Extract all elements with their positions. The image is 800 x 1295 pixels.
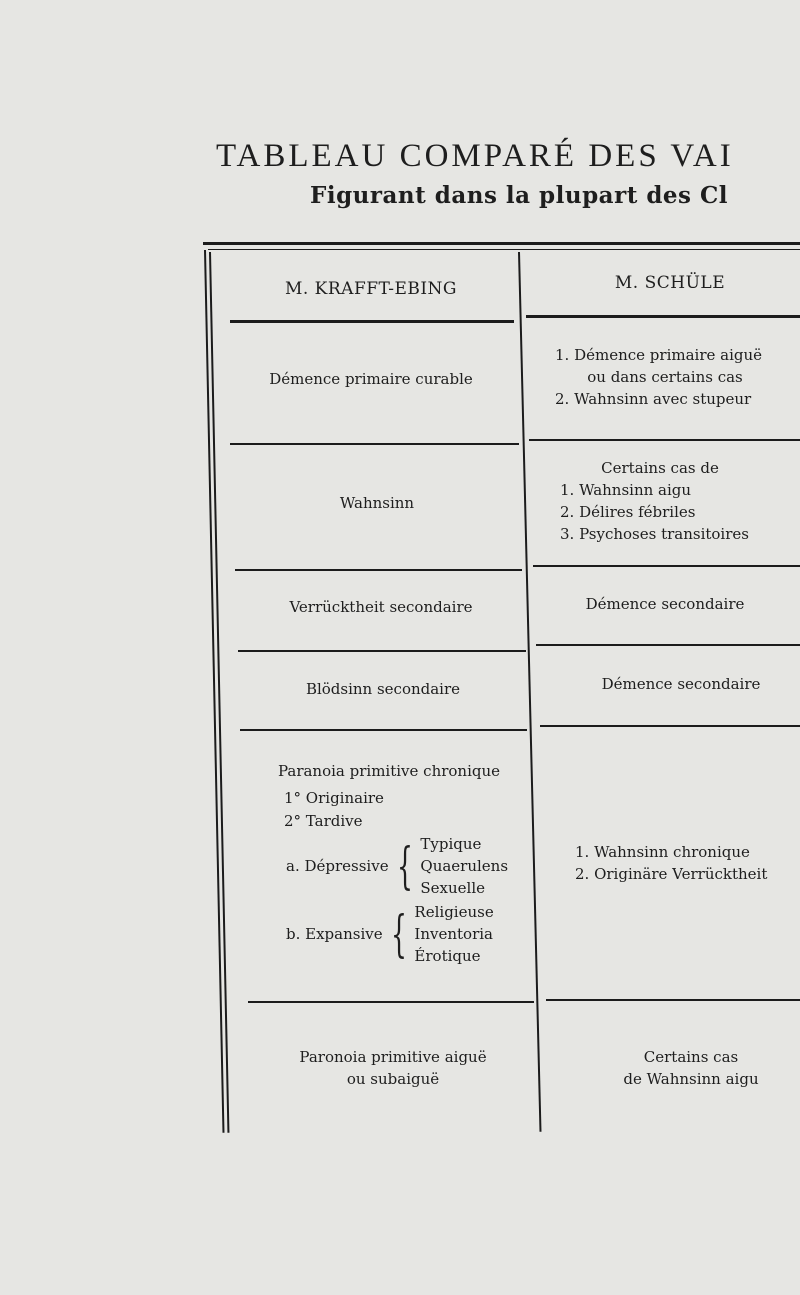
- row1-left-cell: Démence primaire curable: [269, 370, 473, 388]
- expansive-subtypes: [414, 901, 493, 967]
- row4-left-cell: Blödsinn secondaire: [305, 680, 461, 698]
- column-header-schule: M. SCHÜLE: [614, 273, 726, 293]
- row6-left-cell: [248, 1046, 538, 1090]
- row5-right-line: 1. Wahnsinn chronique: [575, 843, 750, 861]
- row2-right-line: 2. Délires fébriles: [560, 503, 696, 521]
- row-separator: [248, 1001, 534, 1003]
- row5-left-heading: Paranoia primitive chronique: [277, 762, 501, 780]
- subtype-item: Érotique: [414, 947, 481, 965]
- column-header-krafft-ebing: M. KRAFFT-EBING: [284, 279, 458, 299]
- row-separator: [240, 729, 527, 731]
- row-separator: [235, 569, 522, 571]
- row5-right-line: 2. Originäre Verrücktheit: [575, 865, 768, 883]
- subtype-item: Typique: [420, 835, 482, 853]
- row5-left-item: 1° Originaire: [284, 789, 384, 807]
- row3-left-cell: Verrücktheit secondaire: [289, 598, 473, 616]
- row-separator: [546, 999, 800, 1001]
- row2-right-line: Certains cas de: [601, 459, 719, 477]
- expansive-group: [286, 901, 494, 967]
- row-separator: [230, 443, 519, 445]
- expansive-label: b. Expansive: [286, 925, 383, 943]
- row5-left-item: 2° Tardive: [284, 812, 363, 830]
- row3-right-cell: Démence secondaire: [585, 595, 745, 613]
- row-separator: [238, 650, 526, 652]
- row4-right-cell: Démence secondaire: [601, 675, 761, 693]
- brace-icon: {: [396, 837, 413, 895]
- row6-left-line: ou subaiguë: [346, 1070, 440, 1088]
- row-separator: [540, 725, 800, 727]
- row2-right-line: 1. Wahnsinn aigu: [560, 481, 692, 499]
- subtype-item: Quaerulens: [420, 857, 509, 875]
- table-left-rule: [204, 250, 224, 1133]
- row6-right-line: de Wahnsinn aigu: [623, 1070, 759, 1088]
- subtype-item: Inventoria: [414, 925, 493, 943]
- subtype-item: Sexuelle: [420, 879, 486, 897]
- depressive-group: [286, 833, 508, 899]
- row1-right-line: 2. Wahnsinn avec stupeur: [555, 390, 752, 408]
- row2-right-cell: [560, 457, 800, 545]
- row-separator: [533, 565, 800, 567]
- depressive-subtypes: [420, 833, 508, 899]
- header-rule-left: [230, 320, 514, 323]
- row1-right-line: ou dans certains cas: [587, 368, 743, 386]
- row2-right-line: 3. Psychoses transitoires: [560, 525, 749, 543]
- row1-right-cell: [555, 344, 800, 410]
- subtype-item: Religieuse: [414, 903, 494, 921]
- row6-right-cell: [566, 1046, 800, 1090]
- table-top-rule-inner: [208, 249, 800, 250]
- table-top-rule: [203, 242, 800, 245]
- row6-right-line: Certains cas: [643, 1048, 739, 1066]
- row5-right-cell: [575, 841, 767, 885]
- header-rule-right: [526, 315, 800, 318]
- depressive-label: a. Dépressive: [286, 857, 389, 875]
- row6-left-line: Paronoia primitive aiguë: [299, 1048, 487, 1066]
- row-separator: [529, 439, 800, 441]
- page-subtitle: Figurant dans la plupart des Cl: [310, 182, 729, 209]
- row2-left-cell: Wahnsinn: [339, 494, 415, 512]
- brace-icon: {: [390, 905, 407, 963]
- page-title: TABLEAU COMPARÉ DES VAI: [216, 138, 734, 174]
- row-separator: [536, 644, 800, 646]
- row1-right-line: 1. Démence primaire aiguë: [555, 346, 763, 364]
